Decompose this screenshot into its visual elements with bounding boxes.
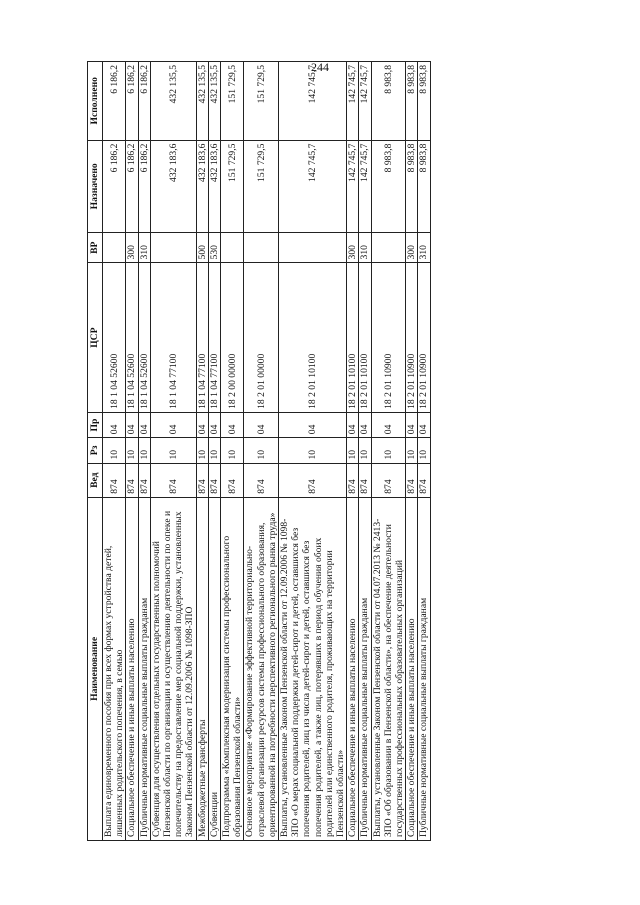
- cell-rz: 10: [196, 438, 208, 463]
- cell-ved: 874: [359, 463, 371, 497]
- cell-vr: 500: [196, 233, 208, 263]
- table-row: [103, 62, 126, 841]
- cell-executed: 8 983,8: [418, 62, 430, 141]
- table-row: [347, 62, 359, 841]
- cell-assigned: 151 729,5: [244, 140, 279, 232]
- cell-ved: 874: [221, 463, 244, 497]
- table-row: [138, 62, 150, 841]
- cell-assigned: 6 186,2: [103, 140, 126, 232]
- table-row: [279, 62, 347, 841]
- cell-rz: 10: [418, 438, 430, 463]
- cell-name: Подпрограмма «Комплексная модернизация системы профессионального образования Пензенской области»: [221, 497, 244, 840]
- cell-ved: 874: [208, 463, 220, 497]
- cell-ved: 874: [347, 463, 359, 497]
- cell-csr: 18 1 04 52600: [138, 263, 150, 412]
- cell-name: Публичные нормативные социальные выплаты гражданам: [359, 497, 371, 840]
- table-row: [150, 62, 196, 841]
- cell-vr: [150, 233, 196, 263]
- cell-rz: 10: [279, 438, 347, 463]
- cell-assigned: 432 183,6: [150, 140, 196, 232]
- cell-ved: 874: [196, 463, 208, 497]
- cell-executed: 432 135,5: [208, 62, 220, 141]
- cell-rz: 10: [244, 438, 279, 463]
- cell-pr: 04: [406, 412, 418, 437]
- cell-pr: 04: [359, 412, 371, 437]
- cell-rz: 10: [150, 438, 196, 463]
- cell-assigned: 142 745,7: [359, 140, 371, 232]
- cell-ved: 874: [279, 463, 347, 497]
- cell-executed: 142 745,7: [359, 62, 371, 141]
- header-ved: Вед: [88, 463, 103, 497]
- header-assigned: Назначено: [88, 140, 103, 232]
- table-row: [418, 62, 430, 841]
- cell-csr: 18 1 04 77100: [196, 263, 208, 412]
- cell-name: Выплаты, установленные Законом Пензенской области от 04.07.2013 № 2413-ЗПО «Об образовании в Пензенской области», на обеспечение деятельности государственных профессиональных образовательных организаций: [371, 497, 406, 840]
- cell-rz: 10: [126, 438, 138, 463]
- cell-name: Выплата единовременного пособия при всех формах устройства детей, лишенных родительского попечения, в семью: [103, 497, 126, 840]
- cell-name: Основное мероприятие «Формирование эффективной территориально-отраслевой организации ресурсов системы профессионального образования, ориентированной на потребности перспективного регионального рынка труда»: [244, 497, 279, 840]
- cell-pr: 04: [126, 412, 138, 437]
- cell-vr: 310: [138, 233, 150, 263]
- table-header-row: [88, 62, 103, 841]
- cell-rz: 10: [138, 438, 150, 463]
- cell-assigned: 151 729,5: [221, 140, 244, 232]
- cell-executed: 432 135,5: [196, 62, 208, 141]
- page-number: 244: [311, 60, 329, 74]
- header-rz: Рз: [88, 438, 103, 463]
- cell-name: Публичные нормативные социальные выплаты гражданам: [138, 497, 150, 840]
- cell-pr: 04: [244, 412, 279, 437]
- cell-assigned: 6 186,2: [126, 140, 138, 232]
- header-csr: ЦСР: [88, 263, 103, 412]
- cell-pr: 04: [103, 412, 126, 437]
- table-row: [208, 62, 220, 841]
- table-row: [406, 62, 418, 841]
- cell-vr: [244, 233, 279, 263]
- table-row: [359, 62, 371, 841]
- cell-csr: 18 1 04 52600: [103, 263, 126, 412]
- cell-executed: 6 186,2: [138, 62, 150, 141]
- cell-name: Социальное обеспечение и иные выплаты населению: [347, 497, 359, 840]
- cell-csr: 18 2 00 00000: [221, 263, 244, 412]
- header-vr: ВР: [88, 233, 103, 263]
- cell-csr: 18 2 01 10100: [347, 263, 359, 412]
- cell-assigned: 432 183,6: [196, 140, 208, 232]
- cell-csr: 18 2 01 10900: [406, 263, 418, 412]
- cell-name: Выплаты, установленные Законом Пензенской области от 12.09.2006 № 1098-ЗПО «О мерах социальной поддержки детей-сирот и детей, оставшихся без попечения родителей, лиц из числа детей-сирот и детей, оставшихся без попечения родителей, а также лиц, потерявших в период обучения обоих родителей или единственного родителя, проживающих на территории Пензенской области»: [279, 497, 347, 840]
- table-row: [126, 62, 138, 841]
- cell-assigned: 8 983,8: [406, 140, 418, 232]
- cell-vr: 530: [208, 233, 220, 263]
- header-executed: Исполнено: [88, 62, 103, 141]
- cell-rz: 10: [208, 438, 220, 463]
- cell-csr: 18 1 04 77100: [150, 263, 196, 412]
- cell-pr: 04: [150, 412, 196, 437]
- cell-name: Социальное обеспечение и иные выплаты населению: [126, 497, 138, 840]
- header-name: Наименование: [88, 497, 103, 840]
- cell-vr: [221, 233, 244, 263]
- cell-rz: 10: [103, 438, 126, 463]
- cell-csr: 18 2 01 10900: [371, 263, 406, 412]
- cell-rz: 10: [359, 438, 371, 463]
- cell-pr: 04: [279, 412, 347, 437]
- cell-name: Субвенция для осуществления отдельных государственных полномочий Пензенской области по организации и осуществлению деятельности по опеке и попечительству на предоставление мер социальной поддержки, установленных Законом Пензенской области от 12.09.2006 № 1098-ЗПО: [150, 497, 196, 840]
- cell-assigned: 142 745,7: [279, 140, 347, 232]
- table-row: [221, 62, 244, 841]
- cell-name: Социальное обеспечение и иные выплаты населению: [406, 497, 418, 840]
- cell-rz: 10: [406, 438, 418, 463]
- cell-name: Межбюджетные трансферты: [196, 497, 208, 840]
- cell-ved: 874: [418, 463, 430, 497]
- cell-rz: 10: [371, 438, 406, 463]
- cell-pr: 04: [418, 412, 430, 437]
- cell-rz: 10: [347, 438, 359, 463]
- cell-ved: 874: [150, 463, 196, 497]
- cell-executed: 8 983,8: [371, 62, 406, 141]
- cell-pr: 04: [221, 412, 244, 437]
- cell-csr: 18 2 01 10100: [359, 263, 371, 412]
- rotated-table-container: [87, 61, 554, 841]
- cell-ved: 874: [103, 463, 126, 497]
- cell-executed: 151 729,5: [221, 62, 244, 141]
- table-row: [371, 62, 406, 841]
- cell-pr: 04: [138, 412, 150, 437]
- cell-vr: 310: [418, 233, 430, 263]
- cell-assigned: 142 745,7: [347, 140, 359, 232]
- cell-csr: 18 1 04 52600: [126, 263, 138, 412]
- cell-ved: 874: [371, 463, 406, 497]
- cell-vr: 300: [347, 233, 359, 263]
- cell-pr: 04: [347, 412, 359, 437]
- cell-csr: 18 2 01 00000: [244, 263, 279, 412]
- cell-executed: 151 729,5: [244, 62, 279, 141]
- cell-vr: [103, 233, 126, 263]
- cell-name: Субвенции: [208, 497, 220, 840]
- cell-executed: 142 745,7: [347, 62, 359, 141]
- cell-ved: 874: [244, 463, 279, 497]
- cell-executed: 142 745,7: [279, 62, 347, 141]
- table-row: [196, 62, 208, 841]
- cell-name: Публичные нормативные социальные выплаты гражданам: [418, 497, 430, 840]
- cell-executed: 8 983,8: [406, 62, 418, 141]
- cell-vr: 300: [406, 233, 418, 263]
- cell-assigned: 8 983,8: [418, 140, 430, 232]
- budget-table: [87, 61, 431, 841]
- cell-vr: 300: [126, 233, 138, 263]
- cell-pr: 04: [196, 412, 208, 437]
- cell-executed: 6 186,2: [126, 62, 138, 141]
- cell-rz: 10: [221, 438, 244, 463]
- cell-pr: 04: [371, 412, 406, 437]
- cell-csr: 18 2 01 10900: [418, 263, 430, 412]
- table-row: [244, 62, 279, 841]
- cell-pr: 04: [208, 412, 220, 437]
- header-pr: Пр: [88, 412, 103, 437]
- cell-assigned: 432 183,6: [208, 140, 220, 232]
- cell-vr: [371, 233, 406, 263]
- cell-vr: 310: [359, 233, 371, 263]
- cell-csr: 18 2 01 10100: [279, 263, 347, 412]
- cell-csr: 18 1 04 77100: [208, 263, 220, 412]
- cell-assigned: 8 983,8: [371, 140, 406, 232]
- cell-ved: 874: [406, 463, 418, 497]
- cell-executed: 6 186,2: [103, 62, 126, 141]
- cell-vr: [279, 233, 347, 263]
- cell-ved: 874: [126, 463, 138, 497]
- cell-assigned: 6 186,2: [138, 140, 150, 232]
- cell-executed: 432 135,5: [150, 62, 196, 141]
- cell-ved: 874: [138, 463, 150, 497]
